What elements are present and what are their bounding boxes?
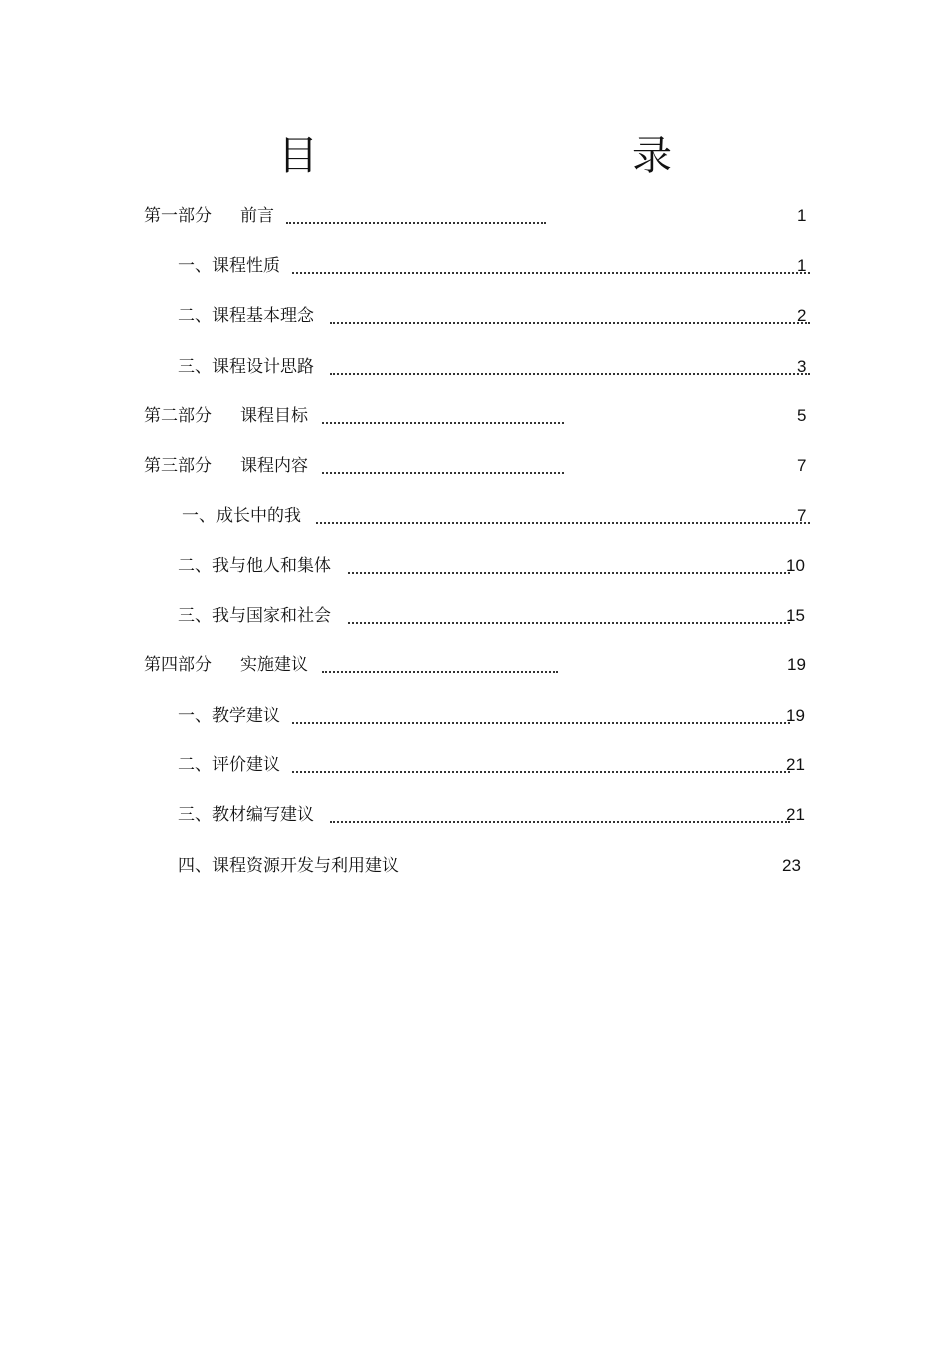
toc-entry-part[interactable] (144, 403, 824, 429)
toc-part-label: 第二部分 (144, 406, 212, 426)
toc-leader (316, 512, 810, 524)
toc-heading: 三、我与国家和社会 (178, 606, 331, 626)
toc-leader (330, 312, 810, 324)
toc-page-number: 5 (797, 406, 807, 425)
toc-page-number: 15 (786, 606, 805, 625)
toc-heading: 四、课程资源开发与利用建议 (178, 856, 399, 876)
toc-entry-part[interactable] (144, 652, 824, 678)
toc-entry-section[interactable] (178, 603, 838, 629)
toc-page-number: 3 (797, 357, 807, 376)
toc-leader (292, 761, 790, 773)
toc-page-number: 19 (786, 706, 805, 725)
toc-page-number: 2 (797, 306, 807, 325)
toc-page-number: 1 (797, 206, 807, 225)
toc-heading: 课程目标 (240, 406, 308, 426)
toc-leader (348, 612, 790, 624)
toc-leader (292, 712, 790, 724)
toc-leader (322, 661, 558, 673)
toc-leader (286, 212, 546, 224)
toc-entry-section[interactable] (178, 853, 838, 879)
toc-page-number: 7 (797, 506, 807, 525)
toc-leader (322, 412, 564, 424)
toc-page-number: 21 (786, 805, 805, 824)
toc-heading: 课程内容 (240, 456, 308, 476)
toc-entry-part[interactable] (144, 203, 824, 229)
toc-heading: 二、评价建议 (178, 755, 280, 775)
toc-entry-section[interactable] (178, 253, 838, 279)
toc-heading: 一、课程性质 (178, 256, 280, 276)
toc-part-label: 第一部分 (144, 206, 212, 226)
toc-page-number: 23 (782, 856, 801, 875)
toc-entry-section[interactable] (178, 303, 838, 329)
toc-heading: 二、课程基本理念 (178, 306, 314, 326)
toc-leader (348, 562, 790, 574)
toc-entry-section[interactable] (178, 703, 838, 729)
toc-heading: 实施建议 (240, 655, 308, 675)
toc-page-number: 7 (797, 456, 807, 475)
toc-entry-section[interactable] (178, 752, 838, 778)
toc-heading: 一、成长中的我 (182, 506, 301, 526)
toc-leader (292, 262, 810, 274)
toc-entry-section[interactable] (182, 503, 838, 529)
toc-heading: 三、教材编写建议 (178, 805, 314, 825)
toc-heading: 三、课程设计思路 (178, 357, 314, 377)
toc-page-number: 19 (787, 655, 806, 674)
toc-page-number: 10 (786, 556, 805, 575)
toc-entry-section[interactable] (178, 553, 838, 579)
toc-heading: 前言 (240, 206, 274, 226)
toc-leader (330, 363, 810, 375)
toc-page-number: 21 (786, 755, 805, 774)
toc-leader (322, 462, 564, 474)
toc-heading: 一、教学建议 (178, 706, 280, 726)
toc-page-number: 1 (797, 256, 807, 275)
toc-entry-part[interactable] (144, 453, 824, 479)
toc-heading: 二、我与他人和集体 (178, 556, 331, 576)
toc-title: 目 录 (278, 133, 750, 179)
toc-leader (330, 811, 790, 823)
toc-entry-section[interactable] (178, 802, 838, 828)
toc-part-label: 第三部分 (144, 456, 212, 476)
toc-part-label: 第四部分 (144, 655, 212, 675)
toc-entry-section[interactable] (178, 354, 838, 380)
